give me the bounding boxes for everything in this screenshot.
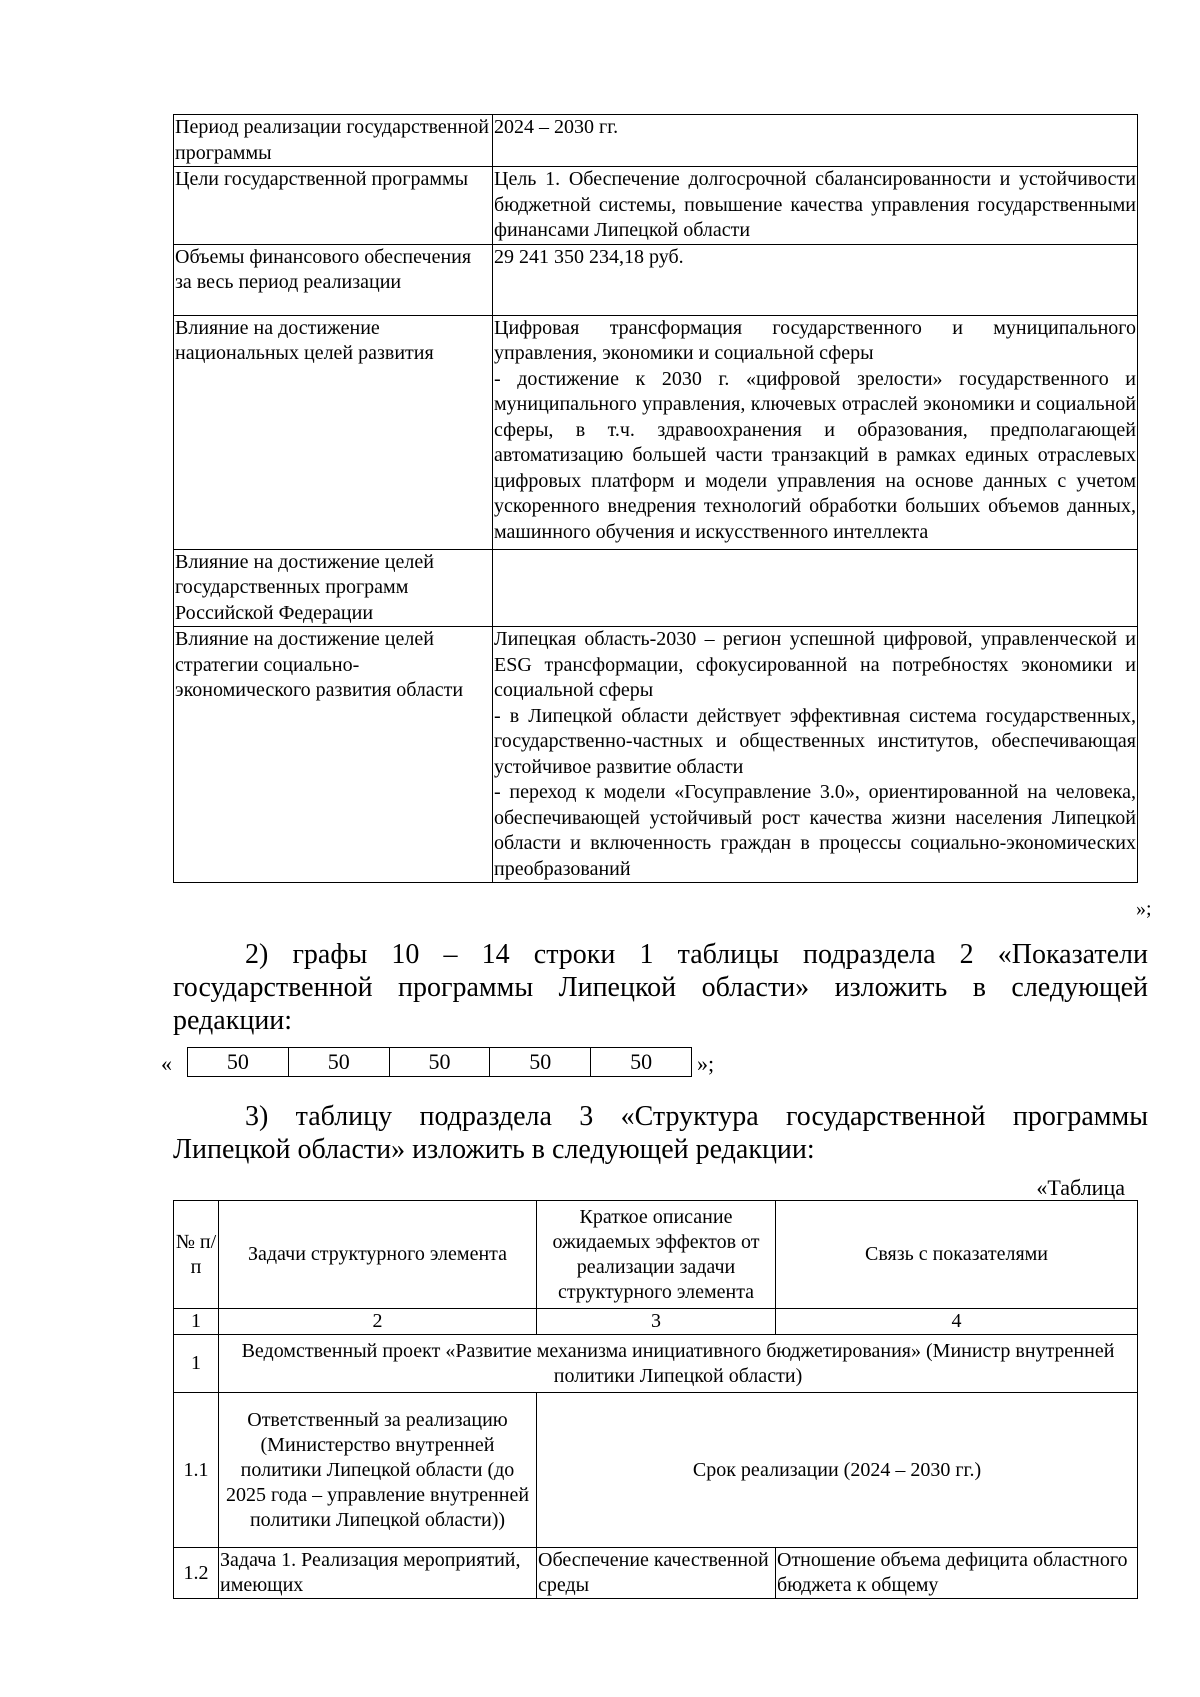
column-number: 1	[174, 1309, 219, 1335]
passport-row	[174, 244, 1138, 315]
passport-row	[174, 167, 1138, 245]
indicator-value-cell: 50	[288, 1048, 389, 1077]
table-row	[174, 1335, 1138, 1393]
passport-value-line: Цифровая трансформация государственного и муниципального управления, экономики и социальной сферы	[494, 316, 1136, 364]
table-caption: «Таблица	[1036, 1175, 1125, 1200]
paragraph-item-3	[173, 1100, 1148, 1166]
column-number-row	[174, 1309, 1138, 1335]
passport-row	[174, 627, 1138, 883]
indicator-values-table	[187, 1047, 692, 1077]
passport-label: Объемы финансового обеспечения за весь период реализации	[174, 244, 493, 315]
program-passport-table	[173, 114, 1138, 883]
responsible-cell: Ответственный за реализацию (Министерство внутренней политики Липецкой области (до 2025 года – управление внутренней политики Липецкой области))	[219, 1393, 537, 1548]
passport-label: Влияние на достижение целей государственных программ Российской Федерации	[174, 549, 493, 627]
passport-value	[493, 315, 1138, 549]
passport-label: Период реализации государственной программы	[174, 115, 493, 167]
header-row	[174, 1201, 1138, 1309]
indicator-close-quote: »;	[697, 1051, 715, 1076]
passport-value-line: - достижение к 2030 г. «цифровой зрелости» государственного и муниципального управления, ключевых отраслей экономики и социальной сферы, в т.ч. здравоохранения и образования, предполагающей автоматизацию большей части транзакций в рамках единых отраслевых цифровых платформ и модели управления на основе данных с учетом ускоренного внедрения технологий обработки больших объемов данных, машинного обучения и искусственного интеллекта	[494, 367, 1136, 543]
passport-value	[493, 549, 1138, 627]
table-row	[174, 1548, 1138, 1599]
passport-value-line: - в Липецкой области действует эффективная система государственных, государственно-частных и общественных институтов, обеспечивающая устойчивое развитие области	[494, 704, 1136, 778]
passport-label: Влияние на достижение национальных целей развития	[174, 315, 493, 549]
indicator-value-cell: 50	[591, 1048, 692, 1077]
indicator-value-cell: 50	[490, 1048, 591, 1077]
indicator-value-cell: 50	[389, 1048, 490, 1077]
passport-value	[493, 627, 1138, 883]
row-number: 1	[174, 1335, 219, 1393]
header-number: № п/п	[174, 1201, 219, 1309]
row-number: 1.2	[174, 1548, 219, 1599]
passport-value-line: 2024 – 2030 гг.	[494, 116, 619, 138]
indicator-open-quote: «	[161, 1051, 172, 1076]
row-number: 1.1	[174, 1393, 219, 1548]
column-number: 2	[219, 1309, 537, 1335]
program-structure-table	[173, 1200, 1138, 1599]
task-cell: Задача 1. Реализация мероприятий, имеющих	[219, 1548, 537, 1599]
passport-row	[174, 115, 1138, 167]
passport-row	[174, 315, 1138, 549]
passport-value-line: Цель 1. Обеспечение долгосрочной сбалансированности и устойчивости бюджетной системы, повышение качества управления государственными финансами Липецкой области	[494, 168, 1136, 241]
passport-label: Цели государственной программы	[174, 167, 493, 245]
column-number: 3	[537, 1309, 776, 1335]
paragraph-item-2	[173, 938, 1148, 1037]
indicator-cell: Отношение объема дефицита областного бюджета к общему	[776, 1548, 1138, 1599]
passport-value	[493, 167, 1138, 245]
passport-value	[493, 244, 1138, 315]
passport-label: Влияние на достижение целей стратегии социально-экономического развития области	[174, 627, 493, 883]
passport-value	[493, 115, 1138, 167]
column-number: 4	[776, 1309, 1138, 1335]
passport-closing-quote: »;	[1136, 898, 1152, 920]
header-indicators: Связь с показателями	[776, 1201, 1138, 1309]
header-effects: Краткое описание ожидаемых эффектов от реализации задачи структурного элемента	[537, 1201, 776, 1309]
passport-value-line: 29 241 350 234,18 руб.	[494, 245, 684, 268]
passport-value-line: - переход к модели «Госуправление 3.0», ориентированной на человека, обеспечивающей устойчивый рост качества жизни населения Липецкой области и включенность граждан в процессы социально-экономических преобразований	[494, 781, 1136, 880]
effect-cell: Обеспечение качественной среды	[537, 1548, 776, 1599]
passport-row	[174, 549, 1138, 627]
paragraph-item-2-text: 2) графы 10 – 14 строки 1 таблицы подраздела 2 «Показатели государственной программы Липецкой области» изложить в следующей редакции:	[173, 939, 1148, 1036]
header-tasks: Задачи структурного элемента	[219, 1201, 537, 1309]
table-row	[174, 1393, 1138, 1548]
paragraph-item-3-text: 3) таблицу подраздела 3 «Структура государственной программы Липецкой области» изложить в следующей редакции:	[173, 1101, 1148, 1165]
period-cell: Срок реализации (2024 – 2030 гг.)	[537, 1393, 1138, 1548]
project-title: Ведомственный проект «Развитие механизма инициативного бюджетирования» (Министр внутренней политики Липецкой области)	[219, 1335, 1138, 1393]
indicator-value-cell: 50	[188, 1048, 289, 1077]
passport-value-line: Липецкая область-2030 – регион успешной цифровой, управленческой и ESG трансформации, сфокусированной на потребностях экономики и социальной сферы	[494, 628, 1136, 701]
